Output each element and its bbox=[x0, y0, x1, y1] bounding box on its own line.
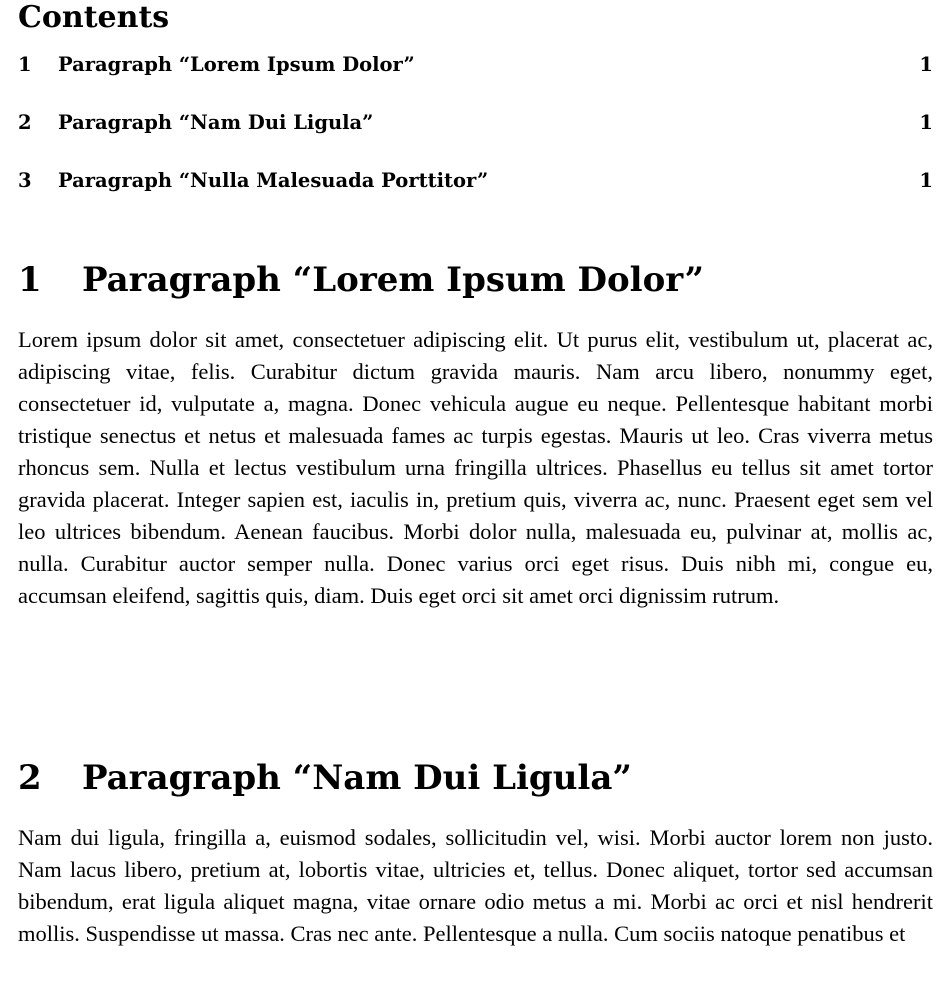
document-page bbox=[18, 0, 933, 946]
section-heading bbox=[18, 260, 933, 300]
toc-entry-page: 1 bbox=[919, 53, 933, 76]
toc-entry-title: Paragraph “Lorem Ipsum Dolor” bbox=[58, 53, 415, 76]
section-heading bbox=[18, 758, 933, 798]
section-paragraph: Nam dui ligula, fringilla a, euismod sodales, sollicitudin vel, wisi. Morbi auctor lorem non justo. Nam lacus libero, pretium at, lobortis vitae, ultricies et, tellus. Donec aliquet, tortor sed accumsan bibendum, erat ligula aliquet magna, vitae ornare odio metus a mi. Morbi ac orci et nisl hendrerit mollis. Suspendisse ut massa. Cras nec ante. Pellentesque a nulla. Cum sociis natoque penatibus et bbox=[18, 825, 933, 946]
toc-entry-title: Paragraph “Nulla Malesuada Porttitor” bbox=[58, 169, 489, 192]
toc-entry-page: 1 bbox=[919, 111, 933, 134]
section-title: Paragraph “Lorem Ipsum Dolor” bbox=[82, 260, 704, 300]
toc-entry-title: Paragraph “Nam Dui Ligula” bbox=[58, 111, 374, 134]
toc-entry-number: 1 bbox=[18, 53, 32, 76]
contents-title: Contents bbox=[18, 0, 170, 35]
section-number: 1 bbox=[18, 260, 42, 300]
section-paragraph: Lorem ipsum dolor sit amet, consectetuer adipiscing elit. Ut purus elit, vestibulum ut, placerat ac, adipiscing vitae, felis. Curabitur dictum gravida mauris. Nam arcu libero, nonummy eget, consectetuer id, vulputate a, magna. Donec vehicula augue eu neque. Pellentesque habitant morbi tristique senectus et netus et malesuada fames ac turpis egestas. Mauris ut leo. Cras viverra metus rhoncus sem. Nulla et lectus vestibulum urna fringilla ultrices. Phasellus eu tellus sit amet tortor gravida placerat. Integer sapien est, iaculis in, pretium quis, viverra ac, nunc. Praesent eget sem vel leo ultrices bibendum. Aenean faucibus. Morbi dolor nulla, malesuada eu, pulvinar at, mollis ac, nulla. Curabitur auctor semper nulla. Donec varius orci eget risus. Duis nibh mi, congue eu, accumsan eleifend, sagittis quis, diam. Duis eget orci sit amet orci dignissim rutrum. bbox=[18, 327, 933, 608]
toc-entry-1[interactable] bbox=[18, 50, 933, 108]
toc-entry-page: 1 bbox=[919, 169, 933, 192]
section-2 bbox=[18, 758, 933, 950]
toc-entry-number: 2 bbox=[18, 111, 32, 134]
section-number: 2 bbox=[18, 758, 42, 798]
toc-entry-number: 3 bbox=[18, 169, 32, 192]
section-1 bbox=[18, 260, 933, 612]
section-title: Paragraph “Nam Dui Ligula” bbox=[82, 758, 632, 798]
toc-entry-2[interactable] bbox=[18, 108, 933, 166]
table-of-contents bbox=[18, 50, 933, 224]
toc-entry-3[interactable] bbox=[18, 166, 933, 224]
